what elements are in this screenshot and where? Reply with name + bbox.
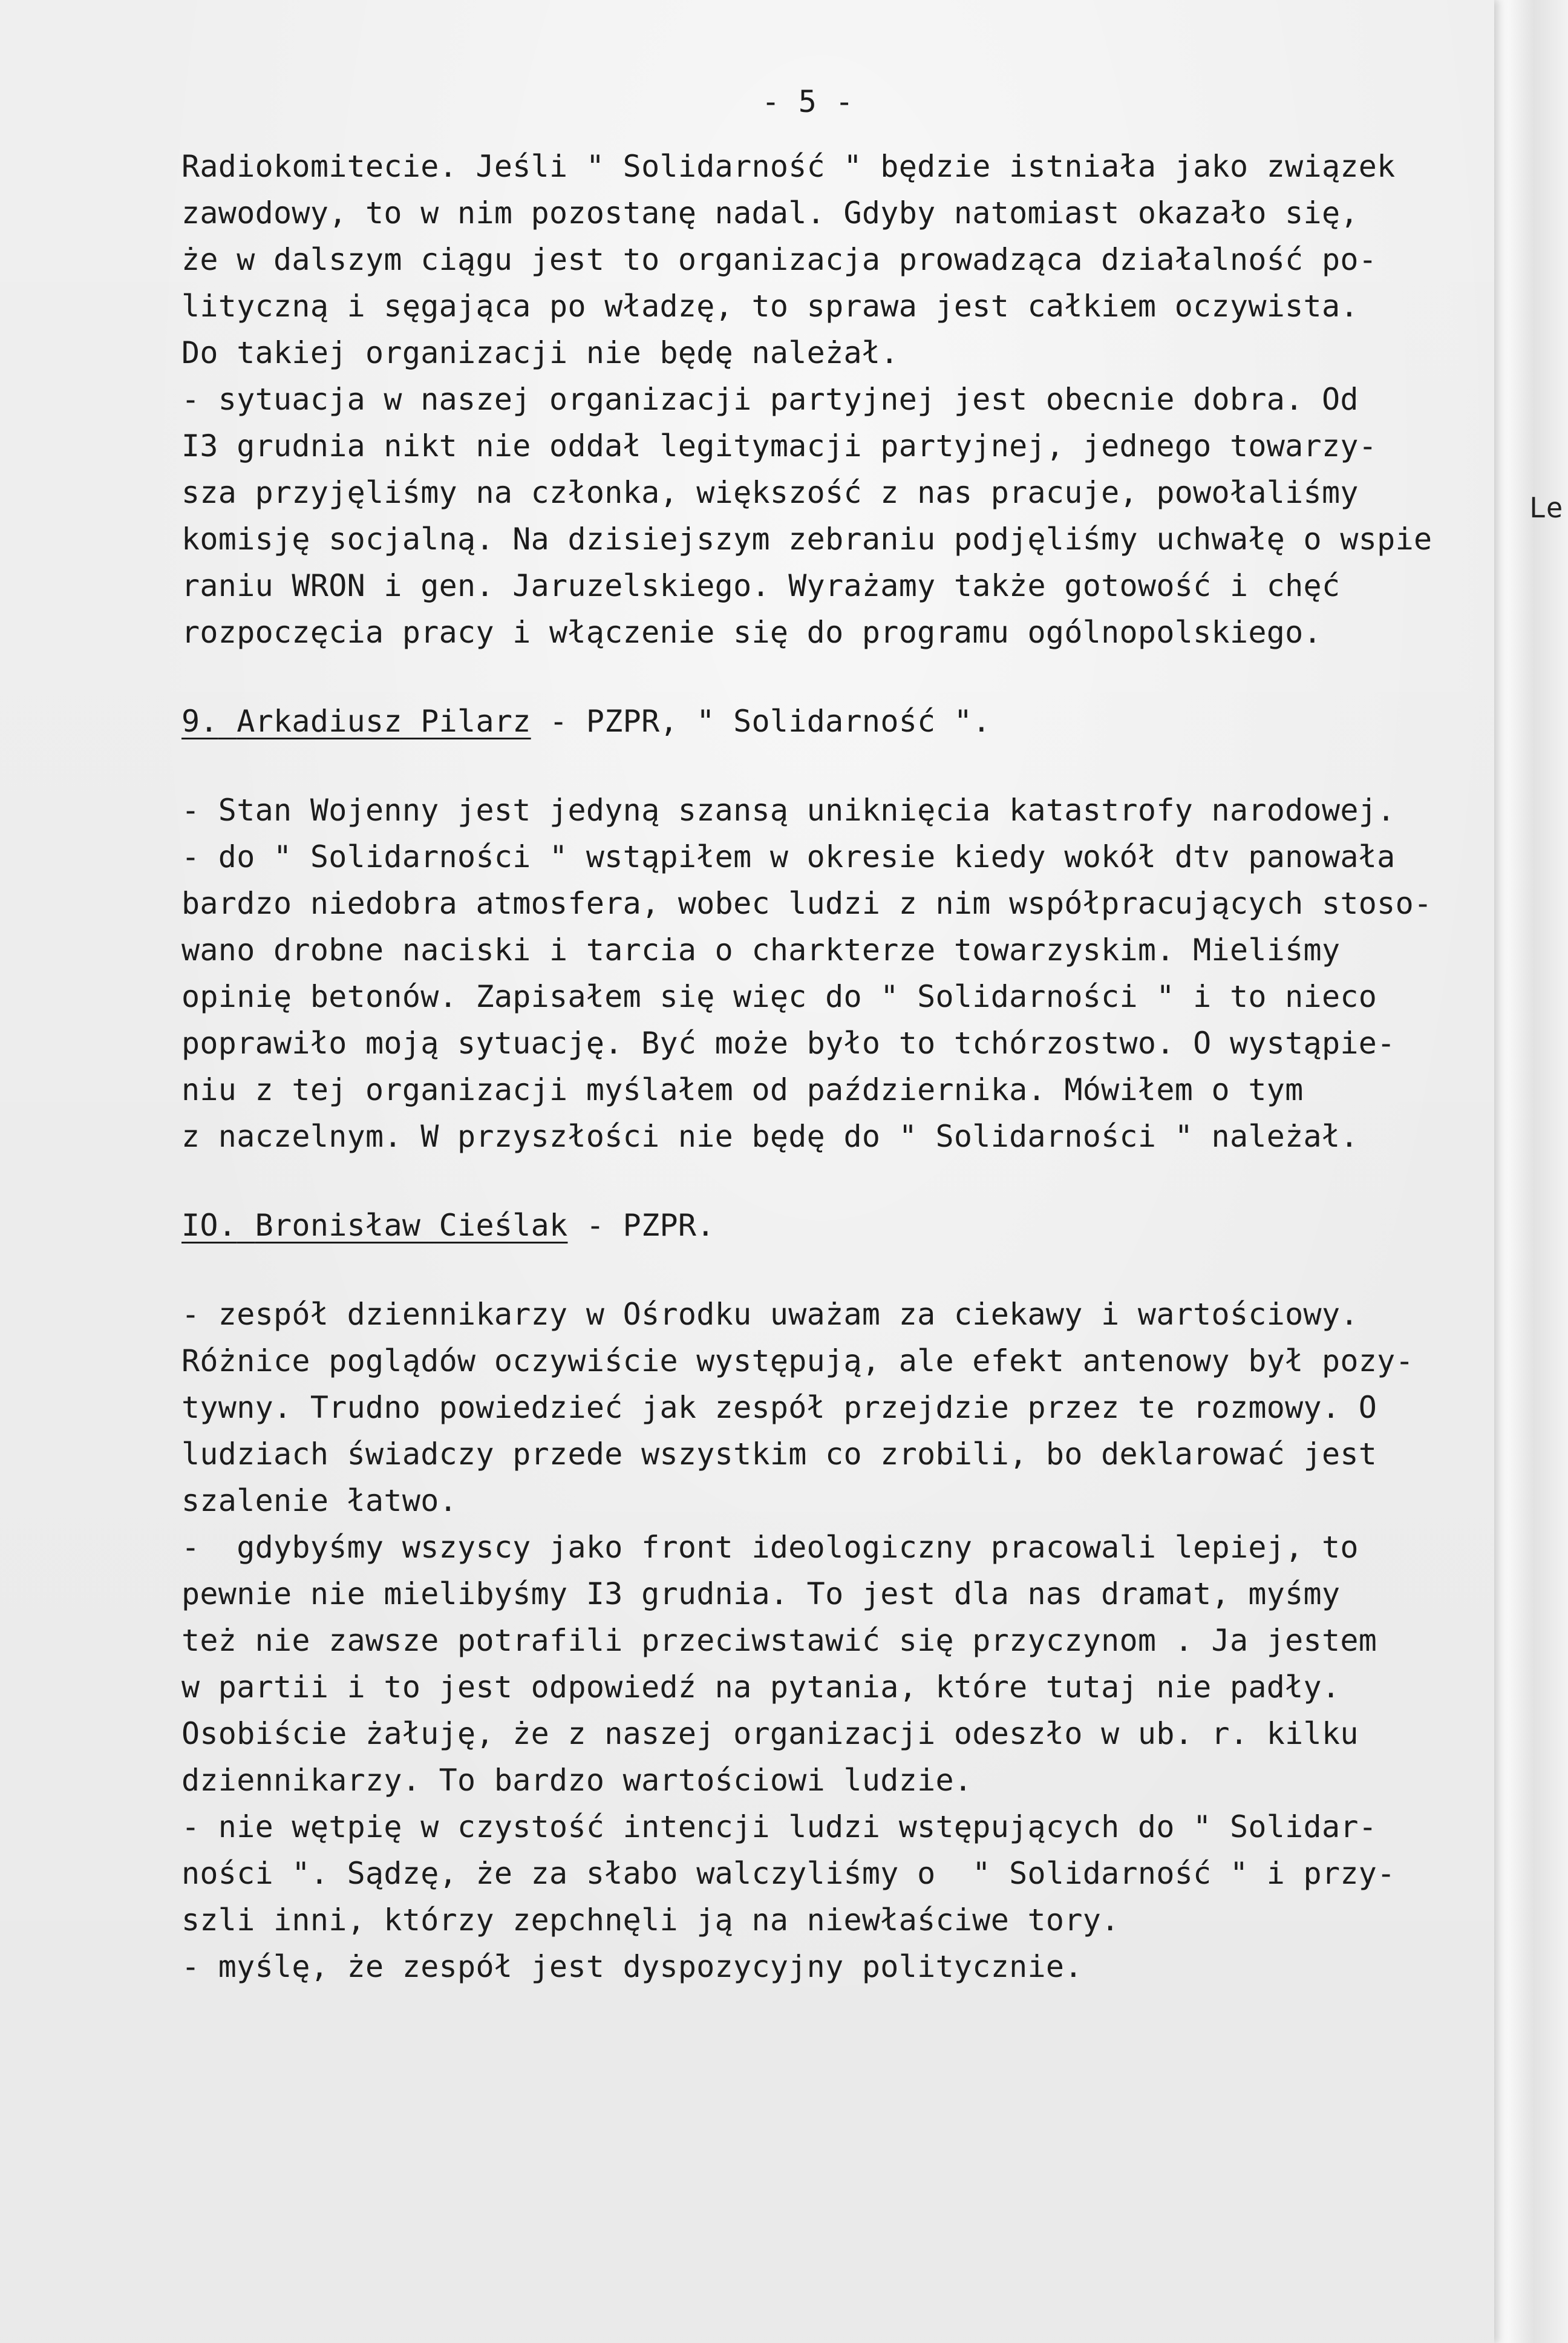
text-line: ności ". Sądzę, że za słabo walczyliśmy o " Solidarność " i przy- [181,1856,1396,1891]
speaker-number: IO. [181,1208,237,1243]
text-paragraph [181,1291,1482,1990]
speaker-heading [181,698,1482,745]
text-line: - nie wętpię w czystość intencji ludzi wstępujących do " Solidar- [181,1809,1377,1844]
text-line: sza przyjęliśmy na członka, większość z nas pracuje, powołaliśmy [181,475,1359,510]
text-line: też nie zawsze potrafili przeciwstawić się przyczynom . Ja jestem [181,1623,1377,1658]
speaker-name [181,704,531,739]
paragraph-gap [181,1160,1482,1202]
document-content [181,143,1482,1990]
text-line: zawodowy, to w nim pozostanę nadal. Gdyby natomiast okazało się, [181,195,1359,231]
text-line: Osobiście żałuję, że z naszej organizacji odeszło w ub. r. kilku [181,1716,1359,1751]
text-line: pewnie nie mielibyśmy I3 grudnia. To jest dla nas dramat, myśmy [181,1576,1341,1611]
speaker-name-text: Arkadiusz Pilarz [237,704,531,739]
text-line: - do " Solidarności " wstąpiłem w okresie kiedy wokół dtv panowała [181,839,1396,874]
text-line: rozpoczęcia pracy i włączenie się do programu ogólnopolskiego. [181,615,1322,650]
text-line: I3 grudnia nikt nie oddał legitymacji partyjnej, jednego towarzy- [181,428,1377,464]
text-line: niu z tej organizacji myślałem od października. Mówiłem o tym [181,1072,1304,1107]
text-line: komisję socjalną. Na dzisiejszym zebraniu podjęliśmy uchwałę o wspie [181,522,1432,557]
text-line: że w dalszym ciągu jest to organizacja prowadząca działalność po- [181,242,1377,277]
document-body [181,79,1482,1990]
text-line: ludziach świadczy przede wszystkim co zrobili, bo deklarować jest [181,1437,1377,1472]
text-line: z naczelnym. W przyszłości nie będę do " Solidarności " należał. [181,1119,1359,1154]
text-line: lityczną i sęgająca po władzę, to sprawa jest całkiem oczywista. [181,289,1359,324]
text-line: - gdybyśmy wszyscy jako front ideologiczny pracowali lepiej, to [181,1530,1359,1565]
speaker-number: 9. [181,704,218,739]
text-line: Do takiej organizacji nie będę należał. [181,335,899,370]
text-line: Różnice poglądów oczywiście występują, ale efekt antenowy był pozy- [181,1343,1414,1378]
text-line: raniu WRON i gen. Jaruzelskiego. Wyrażamy także gotowość i chęć [181,568,1341,603]
paragraph-gap [181,656,1482,698]
text-paragraph [181,787,1482,1160]
speaker-affiliation: - PZPR, " Solidarność ". [531,704,991,739]
text-line: - zespół dziennikarzy w Ośrodku uważam za ciekawy i wartościowy. [181,1297,1359,1332]
speaker-name-text: Bronisław Cieślak [255,1208,568,1243]
text-line: dziennikarzy. To bardzo wartościowi ludzie. [181,1763,973,1798]
paragraph-gap [181,1249,1482,1291]
speaker-heading [181,1202,1482,1249]
speaker-affiliation: - PZPR. [567,1208,715,1243]
text-line: opinię betonów. Zapisałem się więc do " Solidarności " i to nieco [181,979,1377,1014]
margin-mark: Le [1529,491,1563,524]
text-line: poprawiło moją sytuację. Być może było to tchórzostwo. O wystąpie- [181,1026,1396,1061]
paragraph-gap [181,745,1482,787]
underlying-pages [1483,0,1568,2343]
text-line: - sytuacja w naszej organizacji partyjnej jest obecnie dobra. Od [181,382,1359,417]
text-line: w partii i to jest odpowiedź na pytania, które tutaj nie padły. [181,1670,1341,1705]
text-line: szli inni, którzy zepchnęli ją na niewłaściwe tory. [181,1902,1120,1938]
page-number: - 5 - [761,84,854,119]
text-line: wano drobne naciski i tarcia o charkterze towarzyskim. Mieliśmy [181,932,1341,968]
speaker-name [181,1208,567,1243]
text-line: - myślę, że zespół jest dyspozycyjny politycznie. [181,1949,1083,1984]
text-line: szalenie łatwo. [181,1483,458,1518]
text-line: bardzo niedobra atmosfera, wobec ludzi z nim współpracujących stoso- [181,886,1432,921]
text-line: tywny. Trudno powiedzieć jak zespół przejdzie przez te rozmowy. O [181,1390,1377,1425]
text-line: - Stan Wojenny jest jedyną szansą uniknięcia katastrofy narodowej. [181,793,1396,828]
text-paragraph [181,143,1482,656]
text-line: Radiokomitecie. Jeśli " Solidarność " będzie istniała jako związek [181,149,1396,184]
